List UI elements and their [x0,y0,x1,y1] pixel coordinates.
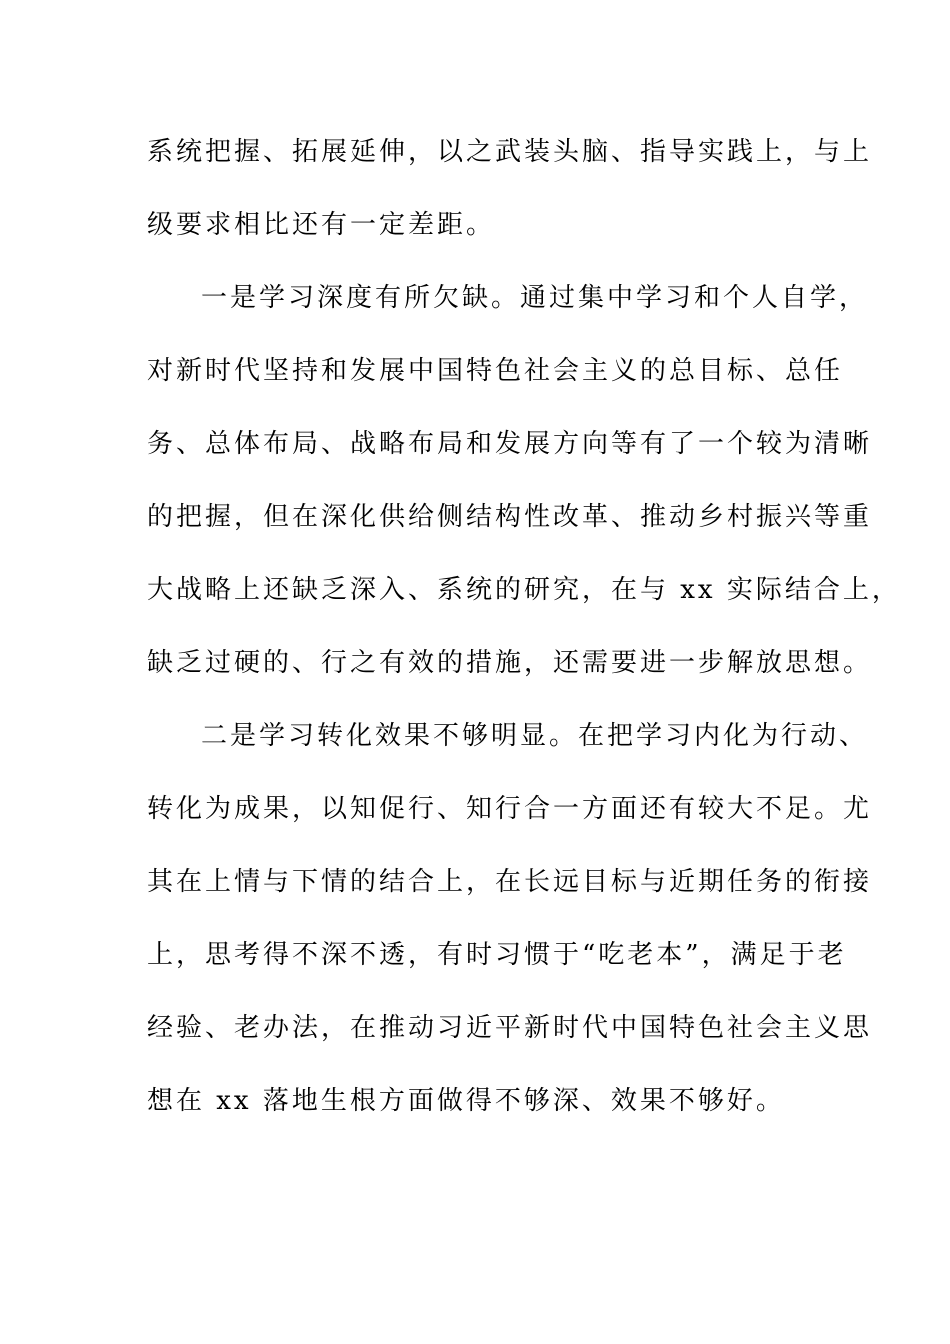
text-line: 系统把握、拓展延伸，以之武装头脑、指导实践上，与上 [147,137,873,167]
text-line: 对新时代坚持和发展中国特色社会主义的总目标、总任 [147,356,844,386]
text-line: 转化为成果，以知促行、知行合一方面还有较大不足。尤 [147,794,873,824]
text-line: 上，思考得不深不透，有时习惯于“吃老本”，满足于老 [147,940,847,970]
paragraph-start-line: 二是学习转化效果不够明显。在把学习内化为行动、 [201,721,869,751]
text-line: 务、总体布局、战略布局和发展方向等有了一个较为清晰 [147,429,873,459]
text-line: 缺乏过硬的、行之有效的措施，还需要进一步解放思想。 [147,648,873,678]
body-text [147,116,901,1138]
text-line: 经验、老办法，在推动习近平新时代中国特色社会主义思 [147,1013,873,1043]
text-line: 的把握，但在深化供给侧结构性改革、推动乡村振兴等重 [147,502,873,532]
text-line: 其在上情与下情的结合上，在长远目标与近期任务的衔接 [147,867,873,897]
text-line: 想在 xx 落地生根方面做得不够深、效果不够好。 [147,1086,785,1116]
text-line: 大战略上还缺乏深入、系统的研究，在与 xx 实际结合上， [147,575,901,605]
paragraph-start-line: 一是学习深度有所欠缺。通过集中学习和个人自学， [201,283,869,313]
text-line: 级要求相比还有一定差距。 [147,210,496,240]
